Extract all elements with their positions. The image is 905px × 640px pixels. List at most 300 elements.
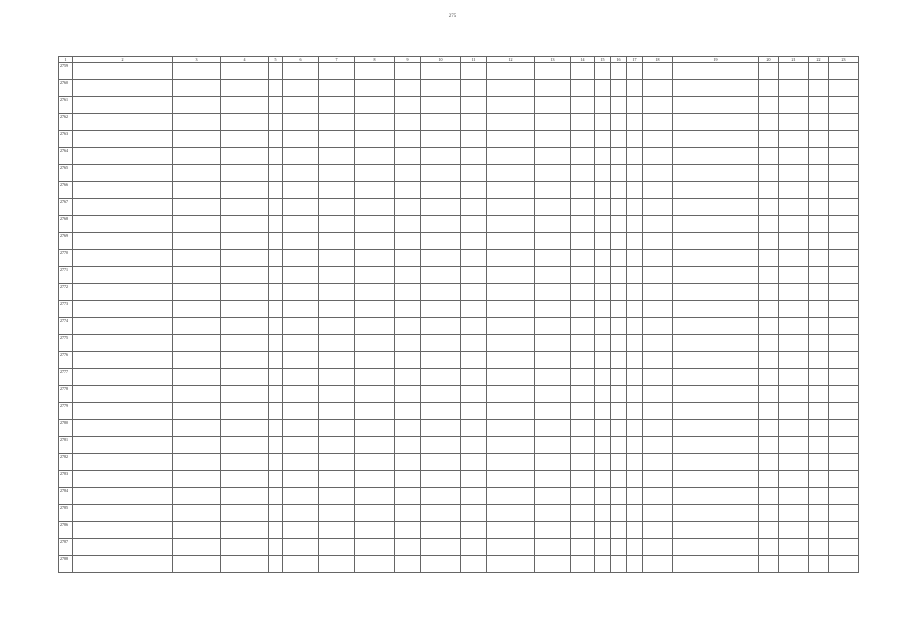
value-cell xyxy=(173,284,221,301)
value-cell xyxy=(461,437,487,454)
value-cell xyxy=(487,369,535,386)
value-cell xyxy=(319,352,355,369)
value-cell xyxy=(173,301,221,318)
value-cell xyxy=(611,63,627,80)
value-cell xyxy=(319,403,355,420)
value-cell xyxy=(535,165,571,182)
value-cell xyxy=(595,539,611,556)
value-cell xyxy=(269,182,283,199)
value-cell xyxy=(421,420,461,437)
value-cell xyxy=(461,403,487,420)
value-cell xyxy=(829,165,859,182)
value-cell xyxy=(269,471,283,488)
value-cell xyxy=(643,267,673,284)
value-cell xyxy=(355,165,395,182)
value-cell xyxy=(283,522,319,539)
value-cell xyxy=(355,148,395,165)
value-cell xyxy=(355,522,395,539)
row-number: 2770 xyxy=(59,250,73,267)
value-cell xyxy=(809,301,829,318)
value-cell xyxy=(627,250,643,267)
value-cell xyxy=(283,250,319,267)
value-cell xyxy=(673,114,759,131)
value-cell xyxy=(829,556,859,573)
column-number: 2 xyxy=(73,57,173,63)
value-cell xyxy=(283,182,319,199)
value-cell xyxy=(809,505,829,522)
address-cell xyxy=(73,403,173,420)
value-cell xyxy=(269,556,283,573)
value-cell xyxy=(759,131,779,148)
value-cell xyxy=(627,488,643,505)
value-cell xyxy=(355,131,395,148)
value-cell xyxy=(571,335,595,352)
value-cell xyxy=(319,114,355,131)
row-number: 2763 xyxy=(59,131,73,148)
value-cell xyxy=(829,420,859,437)
value-cell xyxy=(759,522,779,539)
value-cell xyxy=(319,539,355,556)
value-cell xyxy=(627,352,643,369)
value-cell xyxy=(643,403,673,420)
value-cell xyxy=(779,420,809,437)
value-cell xyxy=(673,250,759,267)
value-cell xyxy=(611,318,627,335)
row-number: 2761 xyxy=(59,97,73,114)
value-cell xyxy=(269,369,283,386)
value-cell xyxy=(535,284,571,301)
value-cell xyxy=(283,369,319,386)
value-cell xyxy=(421,80,461,97)
value-cell xyxy=(535,539,571,556)
address-cell xyxy=(73,233,173,250)
table-row xyxy=(59,420,859,437)
value-cell xyxy=(319,250,355,267)
value-cell xyxy=(829,335,859,352)
value-cell xyxy=(355,267,395,284)
row-number: 2784 xyxy=(59,488,73,505)
value-cell xyxy=(487,420,535,437)
data-table-container xyxy=(58,56,854,573)
address-cell xyxy=(73,318,173,335)
column-number: 12 xyxy=(487,57,535,63)
value-cell xyxy=(173,505,221,522)
column-number: 6 xyxy=(283,57,319,63)
value-cell xyxy=(611,80,627,97)
value-cell xyxy=(595,471,611,488)
value-cell xyxy=(571,97,595,114)
value-cell xyxy=(643,522,673,539)
value-cell xyxy=(627,80,643,97)
value-cell xyxy=(269,403,283,420)
value-cell xyxy=(535,386,571,403)
row-number: 2778 xyxy=(59,386,73,403)
value-cell xyxy=(421,165,461,182)
value-cell xyxy=(221,488,269,505)
value-cell xyxy=(779,114,809,131)
column-number: 4 xyxy=(221,57,269,63)
value-cell xyxy=(759,301,779,318)
value-cell xyxy=(627,284,643,301)
value-cell xyxy=(809,420,829,437)
value-cell xyxy=(809,216,829,233)
row-number: 2787 xyxy=(59,539,73,556)
value-cell xyxy=(535,471,571,488)
value-cell xyxy=(173,335,221,352)
value-cell xyxy=(421,335,461,352)
value-cell xyxy=(535,437,571,454)
value-cell xyxy=(461,182,487,199)
row-number: 2777 xyxy=(59,369,73,386)
value-cell xyxy=(595,556,611,573)
value-cell xyxy=(627,165,643,182)
address-cell xyxy=(73,284,173,301)
value-cell xyxy=(829,267,859,284)
value-cell xyxy=(643,352,673,369)
value-cell xyxy=(759,233,779,250)
value-cell xyxy=(319,386,355,403)
value-cell xyxy=(673,301,759,318)
value-cell xyxy=(355,369,395,386)
value-cell xyxy=(535,488,571,505)
value-cell xyxy=(779,454,809,471)
value-cell xyxy=(627,335,643,352)
value-cell xyxy=(421,216,461,233)
value-cell xyxy=(173,539,221,556)
row-number: 2769 xyxy=(59,233,73,250)
value-cell xyxy=(395,165,421,182)
table-row xyxy=(59,63,859,80)
value-cell xyxy=(595,233,611,250)
value-cell xyxy=(461,335,487,352)
value-cell xyxy=(173,131,221,148)
value-cell xyxy=(221,80,269,97)
value-cell xyxy=(611,131,627,148)
table-row xyxy=(59,148,859,165)
value-cell xyxy=(611,505,627,522)
value-cell xyxy=(759,148,779,165)
value-cell xyxy=(611,165,627,182)
value-cell xyxy=(221,97,269,114)
value-cell xyxy=(611,437,627,454)
value-cell xyxy=(673,63,759,80)
value-cell xyxy=(829,131,859,148)
value-cell xyxy=(283,505,319,522)
row-number: 2788 xyxy=(59,556,73,573)
value-cell xyxy=(221,335,269,352)
value-cell xyxy=(571,505,595,522)
value-cell xyxy=(283,488,319,505)
value-cell xyxy=(461,556,487,573)
value-cell xyxy=(461,63,487,80)
value-cell xyxy=(395,386,421,403)
value-cell xyxy=(355,182,395,199)
value-cell xyxy=(283,420,319,437)
column-number: 21 xyxy=(779,57,809,63)
value-cell xyxy=(627,97,643,114)
value-cell xyxy=(571,233,595,250)
value-cell xyxy=(611,386,627,403)
column-number: 9 xyxy=(395,57,421,63)
value-cell xyxy=(809,165,829,182)
table-row xyxy=(59,403,859,420)
value-cell xyxy=(269,199,283,216)
value-cell xyxy=(487,505,535,522)
value-cell xyxy=(535,556,571,573)
value-cell xyxy=(779,250,809,267)
address-cell xyxy=(73,454,173,471)
value-cell xyxy=(829,488,859,505)
value-cell xyxy=(809,131,829,148)
value-cell xyxy=(355,505,395,522)
value-cell xyxy=(421,182,461,199)
row-number: 2786 xyxy=(59,522,73,539)
value-cell xyxy=(487,233,535,250)
value-cell xyxy=(221,454,269,471)
value-cell xyxy=(461,454,487,471)
value-cell xyxy=(319,318,355,335)
value-cell xyxy=(269,165,283,182)
value-cell xyxy=(487,97,535,114)
value-cell xyxy=(269,216,283,233)
value-cell xyxy=(759,114,779,131)
value-cell xyxy=(627,216,643,233)
value-cell xyxy=(395,63,421,80)
value-cell xyxy=(355,335,395,352)
value-cell xyxy=(395,284,421,301)
table-row xyxy=(59,250,859,267)
value-cell xyxy=(395,148,421,165)
value-cell xyxy=(461,250,487,267)
value-cell xyxy=(673,131,759,148)
value-cell xyxy=(461,369,487,386)
row-number: 2785 xyxy=(59,505,73,522)
value-cell xyxy=(173,488,221,505)
value-cell xyxy=(173,318,221,335)
value-cell xyxy=(627,471,643,488)
value-cell xyxy=(611,233,627,250)
value-cell xyxy=(319,522,355,539)
value-cell xyxy=(595,420,611,437)
value-cell xyxy=(173,63,221,80)
address-cell xyxy=(73,505,173,522)
value-cell xyxy=(355,386,395,403)
value-cell xyxy=(673,471,759,488)
value-cell xyxy=(779,386,809,403)
value-cell xyxy=(319,420,355,437)
value-cell xyxy=(421,454,461,471)
value-cell xyxy=(269,539,283,556)
value-cell xyxy=(673,199,759,216)
value-cell xyxy=(643,80,673,97)
value-cell xyxy=(283,80,319,97)
value-cell xyxy=(779,148,809,165)
value-cell xyxy=(283,318,319,335)
value-cell xyxy=(779,471,809,488)
value-cell xyxy=(421,386,461,403)
value-cell xyxy=(809,369,829,386)
value-cell xyxy=(809,318,829,335)
value-cell xyxy=(535,403,571,420)
value-cell xyxy=(283,471,319,488)
value-cell xyxy=(319,488,355,505)
value-cell xyxy=(829,301,859,318)
value-cell xyxy=(673,369,759,386)
value-cell xyxy=(809,335,829,352)
value-cell xyxy=(643,199,673,216)
value-cell xyxy=(421,148,461,165)
column-number: 23 xyxy=(829,57,859,63)
value-cell xyxy=(611,556,627,573)
value-cell xyxy=(221,471,269,488)
value-cell xyxy=(627,233,643,250)
value-cell xyxy=(571,267,595,284)
value-cell xyxy=(627,182,643,199)
value-cell xyxy=(283,437,319,454)
value-cell xyxy=(319,80,355,97)
value-cell xyxy=(809,182,829,199)
value-cell xyxy=(809,250,829,267)
value-cell xyxy=(571,522,595,539)
row-number: 2775 xyxy=(59,335,73,352)
value-cell xyxy=(809,454,829,471)
value-cell xyxy=(355,284,395,301)
value-cell xyxy=(355,216,395,233)
value-cell xyxy=(461,216,487,233)
value-cell xyxy=(395,522,421,539)
value-cell xyxy=(611,148,627,165)
value-cell xyxy=(611,403,627,420)
value-cell xyxy=(355,318,395,335)
value-cell xyxy=(319,454,355,471)
value-cell xyxy=(395,352,421,369)
value-cell xyxy=(221,403,269,420)
row-number: 2774 xyxy=(59,318,73,335)
value-cell xyxy=(595,386,611,403)
value-cell xyxy=(461,165,487,182)
value-cell xyxy=(221,420,269,437)
value-cell xyxy=(283,539,319,556)
value-cell xyxy=(627,131,643,148)
value-cell xyxy=(779,182,809,199)
value-cell xyxy=(571,165,595,182)
address-cell xyxy=(73,522,173,539)
value-cell xyxy=(595,267,611,284)
value-cell xyxy=(595,488,611,505)
table-row xyxy=(59,131,859,148)
value-cell xyxy=(421,437,461,454)
value-cell xyxy=(535,80,571,97)
value-cell xyxy=(421,556,461,573)
value-cell xyxy=(487,386,535,403)
value-cell xyxy=(487,539,535,556)
value-cell xyxy=(829,352,859,369)
value-cell xyxy=(759,216,779,233)
row-number: 2759 xyxy=(59,63,73,80)
value-cell xyxy=(643,471,673,488)
table-row xyxy=(59,454,859,471)
table-body xyxy=(59,63,859,573)
row-number: 2776 xyxy=(59,352,73,369)
value-cell xyxy=(759,352,779,369)
row-number: 2772 xyxy=(59,284,73,301)
value-cell xyxy=(221,505,269,522)
address-cell xyxy=(73,369,173,386)
value-cell xyxy=(611,199,627,216)
value-cell xyxy=(269,131,283,148)
value-cell xyxy=(221,233,269,250)
value-cell xyxy=(395,233,421,250)
value-cell xyxy=(221,369,269,386)
value-cell xyxy=(283,556,319,573)
value-cell xyxy=(221,148,269,165)
value-cell xyxy=(595,131,611,148)
value-cell xyxy=(395,403,421,420)
value-cell xyxy=(173,148,221,165)
value-cell xyxy=(487,114,535,131)
value-cell xyxy=(269,505,283,522)
value-cell xyxy=(829,199,859,216)
value-cell xyxy=(269,148,283,165)
value-cell xyxy=(595,165,611,182)
value-cell xyxy=(535,352,571,369)
table-row xyxy=(59,233,859,250)
value-cell xyxy=(595,352,611,369)
value-cell xyxy=(173,182,221,199)
value-cell xyxy=(221,216,269,233)
value-cell xyxy=(759,437,779,454)
value-cell xyxy=(461,114,487,131)
value-cell xyxy=(355,403,395,420)
value-cell xyxy=(829,386,859,403)
value-cell xyxy=(595,318,611,335)
table-row xyxy=(59,539,859,556)
value-cell xyxy=(829,114,859,131)
table-row xyxy=(59,114,859,131)
value-cell xyxy=(627,267,643,284)
column-number: 5 xyxy=(269,57,283,63)
value-cell xyxy=(319,301,355,318)
column-number: 1 xyxy=(59,57,73,63)
value-cell xyxy=(759,63,779,80)
value-cell xyxy=(571,352,595,369)
value-cell xyxy=(595,216,611,233)
column-number: 8 xyxy=(355,57,395,63)
value-cell xyxy=(571,216,595,233)
table-row xyxy=(59,505,859,522)
value-cell xyxy=(809,267,829,284)
value-cell xyxy=(173,403,221,420)
value-cell xyxy=(283,403,319,420)
table-row xyxy=(59,199,859,216)
value-cell xyxy=(319,148,355,165)
value-cell xyxy=(421,114,461,131)
value-cell xyxy=(809,97,829,114)
value-cell xyxy=(487,301,535,318)
value-cell xyxy=(571,318,595,335)
value-cell xyxy=(319,97,355,114)
value-cell xyxy=(595,148,611,165)
value-cell xyxy=(487,522,535,539)
value-cell xyxy=(319,284,355,301)
value-cell xyxy=(319,233,355,250)
value-cell xyxy=(395,454,421,471)
value-cell xyxy=(319,165,355,182)
value-cell xyxy=(421,471,461,488)
value-cell xyxy=(421,539,461,556)
address-cell xyxy=(73,335,173,352)
value-cell xyxy=(421,403,461,420)
